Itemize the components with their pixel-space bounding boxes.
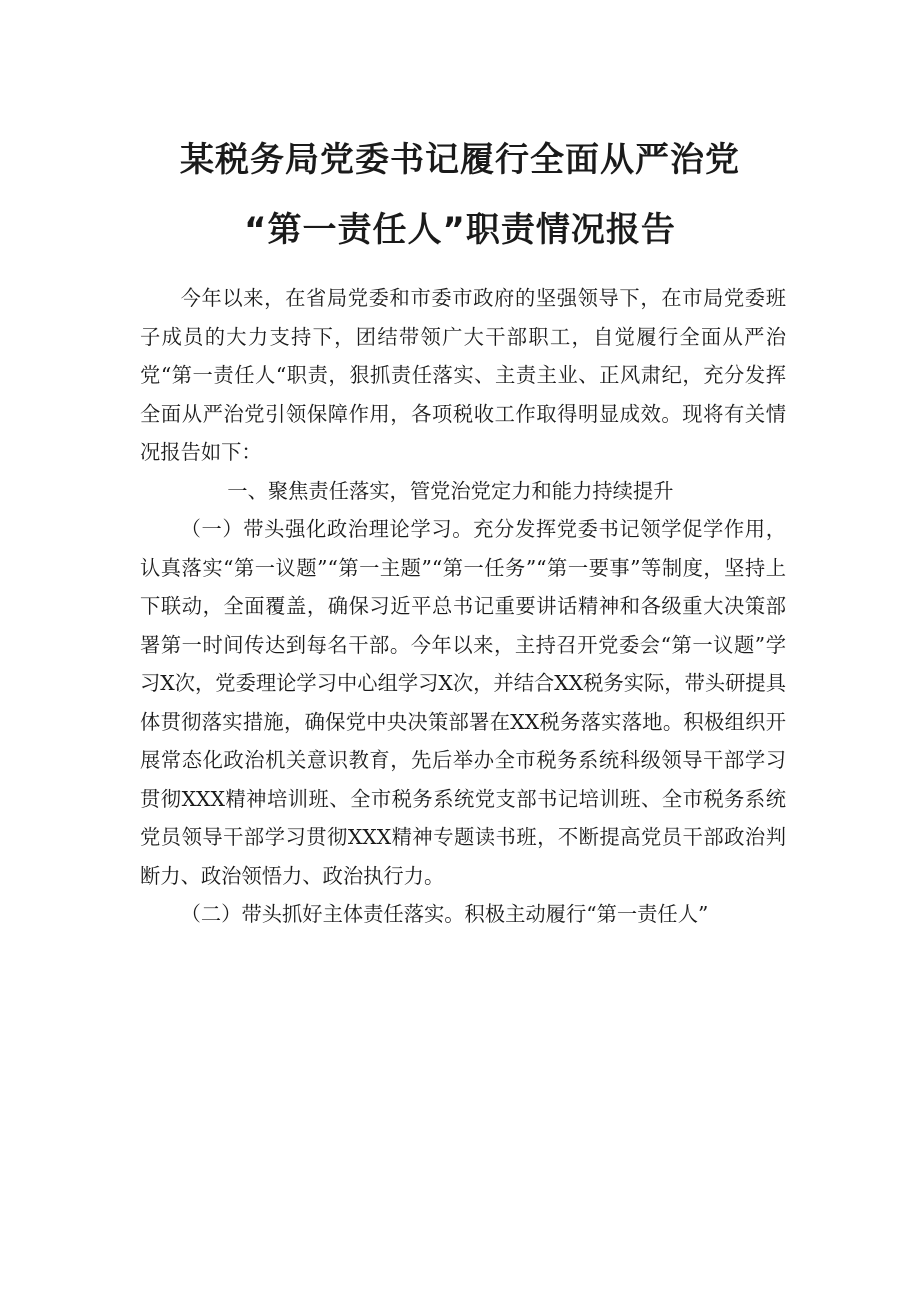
subsection-paragraph-2: （二）带头抓好主体责任落实。积极主动履行“第一责任人” bbox=[180, 902, 709, 926]
subsection-paragraph-1: （一）带头强化政治理论学习。充分发挥党委书记领学促学作用，认真落实“第一议题”“第一主题”“第一任务”“第一要事”等制度，坚持上下联动，全面覆盖，确保习近平总书记重要讲话精神和各级重大决策部署第一时间传达到每名干部。今年以来，主持召开党委会“第一议题”学习X次，党委理论学习中心组学习X次，并结合XX税务实际，带头研提具体贯彻落实措施，确保党中央决策部署在XX税务落实落地。积极组织开展常态化政治机关意识教育，先后举办全市税务系统科级领导干部学习贯彻XXX精神培训班、全市税务系统党支部书记培训班、全市税务系统党员领导干部学习贯彻XXX精神专题读书班，不断提高党员干部政治判断力、政治领悟力、政治执行力。 bbox=[140, 517, 786, 888]
document-title-line-1: 某税务局党委书记履行全面从严治党 bbox=[180, 140, 740, 180]
document-title-line-2: “第一责任人”职责情况报告 bbox=[244, 210, 676, 250]
intro-paragraph: 今年以来，在省局党委和市委市政府的坚强领导下，在市局党委班子成员的大力支持下，团结带领广大干部职工，自觉履行全面从严治党“第一责任人“职责，狠抓责任落实、主责主业、正风肃纪，充分发挥全面从严治党引领保障作用，各项税收工作取得明显成效。现将有关情况报告如下： bbox=[140, 286, 786, 464]
section-heading-1: 一、聚焦责任落实，管党治党定力和能力持续提升 bbox=[227, 478, 674, 503]
document-body bbox=[140, 279, 786, 934]
